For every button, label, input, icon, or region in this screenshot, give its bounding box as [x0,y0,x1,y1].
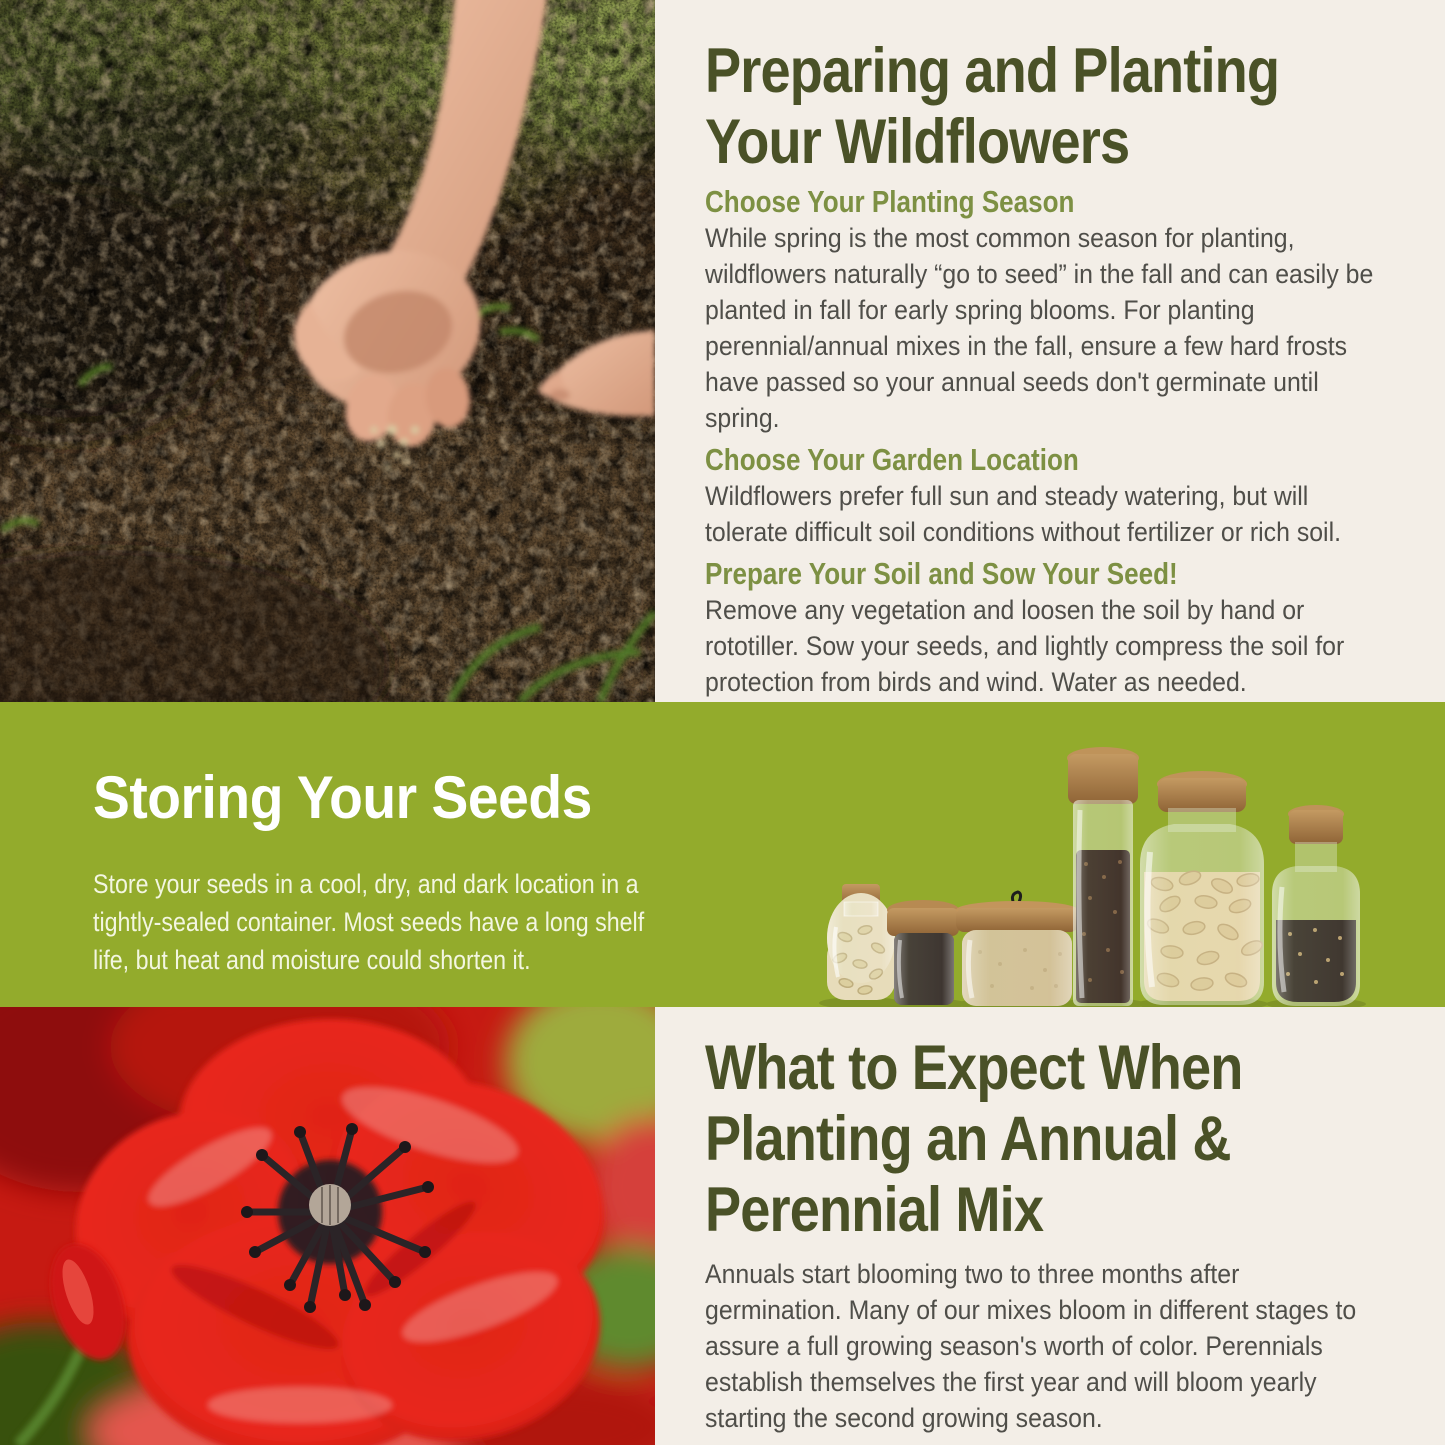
jar-tan-seeds [956,892,1078,1006]
paragraph-line: rototiller. Sow your seeds, and lightly compress the soil for [705,631,1345,661]
paragraph-garden-location [705,478,1445,550]
page-title-line: Preparing and Planting [705,36,1280,106]
what-to-expect-section [655,1007,1445,1445]
poppy-photo-graphic [0,1007,655,1445]
paragraph-prepare-soil [705,592,1445,700]
paragraph-line: wildflowers naturally “go to seed” in the fall and can easily be [705,259,1374,289]
paragraph-line: spring. [705,403,780,433]
preparing-planting-section [655,0,1445,702]
jar-bottle-mixed-seeds [1272,805,1360,1006]
paragraph-line: germination. Many of our mixes bloom in different stages to [705,1295,1357,1325]
page-title [705,36,1445,178]
paragraph-line: starting the second growing season. [705,1403,1103,1433]
paragraph-line: perennial/annual mixes in the fall, ensure a few hard frosts [705,331,1348,361]
what-to-expect-heading-line: Planting an Annual & [705,1104,1231,1174]
paragraph-line: planted in fall for early spring blooms. For planting [705,295,1255,325]
subheading-planting-season: Choose Your Planting Season [705,184,1075,219]
paragraph-line: assure a full growing season's worth of color. Perennials [705,1331,1323,1361]
soil-sowing-photo [0,0,655,702]
paragraph-line: Store your seeds in a cool, dry, and dark location in a [93,869,639,899]
paragraph-line: protection from birds and wind. Water as needed. [705,667,1247,697]
jar-white-beans [827,884,895,1000]
seed-jars-photo [770,702,1445,1007]
subheading-prepare-soil: Prepare Your Soil and Sow Your Seed! [705,556,1178,591]
what-to-expect-paragraph [705,1256,1445,1436]
paragraph-line: While spring is the most common season for planting, [705,223,1295,253]
jar-tall-cylinder-seeds [1067,747,1139,1006]
storing-seeds-heading: Storing Your Seeds [93,764,592,831]
what-to-expect-heading-line: Perennial Mix [705,1175,1044,1245]
soil-sowing-photo-graphic [0,0,655,702]
poppy-photo [0,1007,655,1445]
what-to-expect-heading [705,1033,1445,1246]
paragraph-line: tightly-sealed container. Most seeds have a long shelf [93,907,645,937]
paragraph-line: Remove any vegetation and loosen the soil by hand or [705,595,1305,625]
paragraph-line: tolerate difficult soil conditions without fertilizer or rich soil. [705,517,1341,547]
paragraph-line: have passed so your annual seeds don't germinate until [705,367,1319,397]
paragraph-line: Wildflowers prefer full sun and steady watering, but will [705,481,1309,511]
paragraph-line: life, but heat and moisture could shorten it. [93,945,531,975]
paragraph-planting-season [705,220,1445,436]
subheading-garden-location: Choose Your Garden Location [705,442,1079,477]
jar-pumpkin-seeds [1140,771,1265,1005]
what-to-expect-heading-line: What to Expect When [705,1033,1243,1103]
jar-dark-fine-seeds [887,900,959,1005]
paragraph-line: Annuals start blooming two to three months after [705,1259,1240,1289]
paragraph-line: establish themselves the first year and will bloom yearly [705,1367,1317,1397]
storing-seeds-band [0,702,1445,1007]
page-title-line: Your Wildflowers [705,107,1130,177]
